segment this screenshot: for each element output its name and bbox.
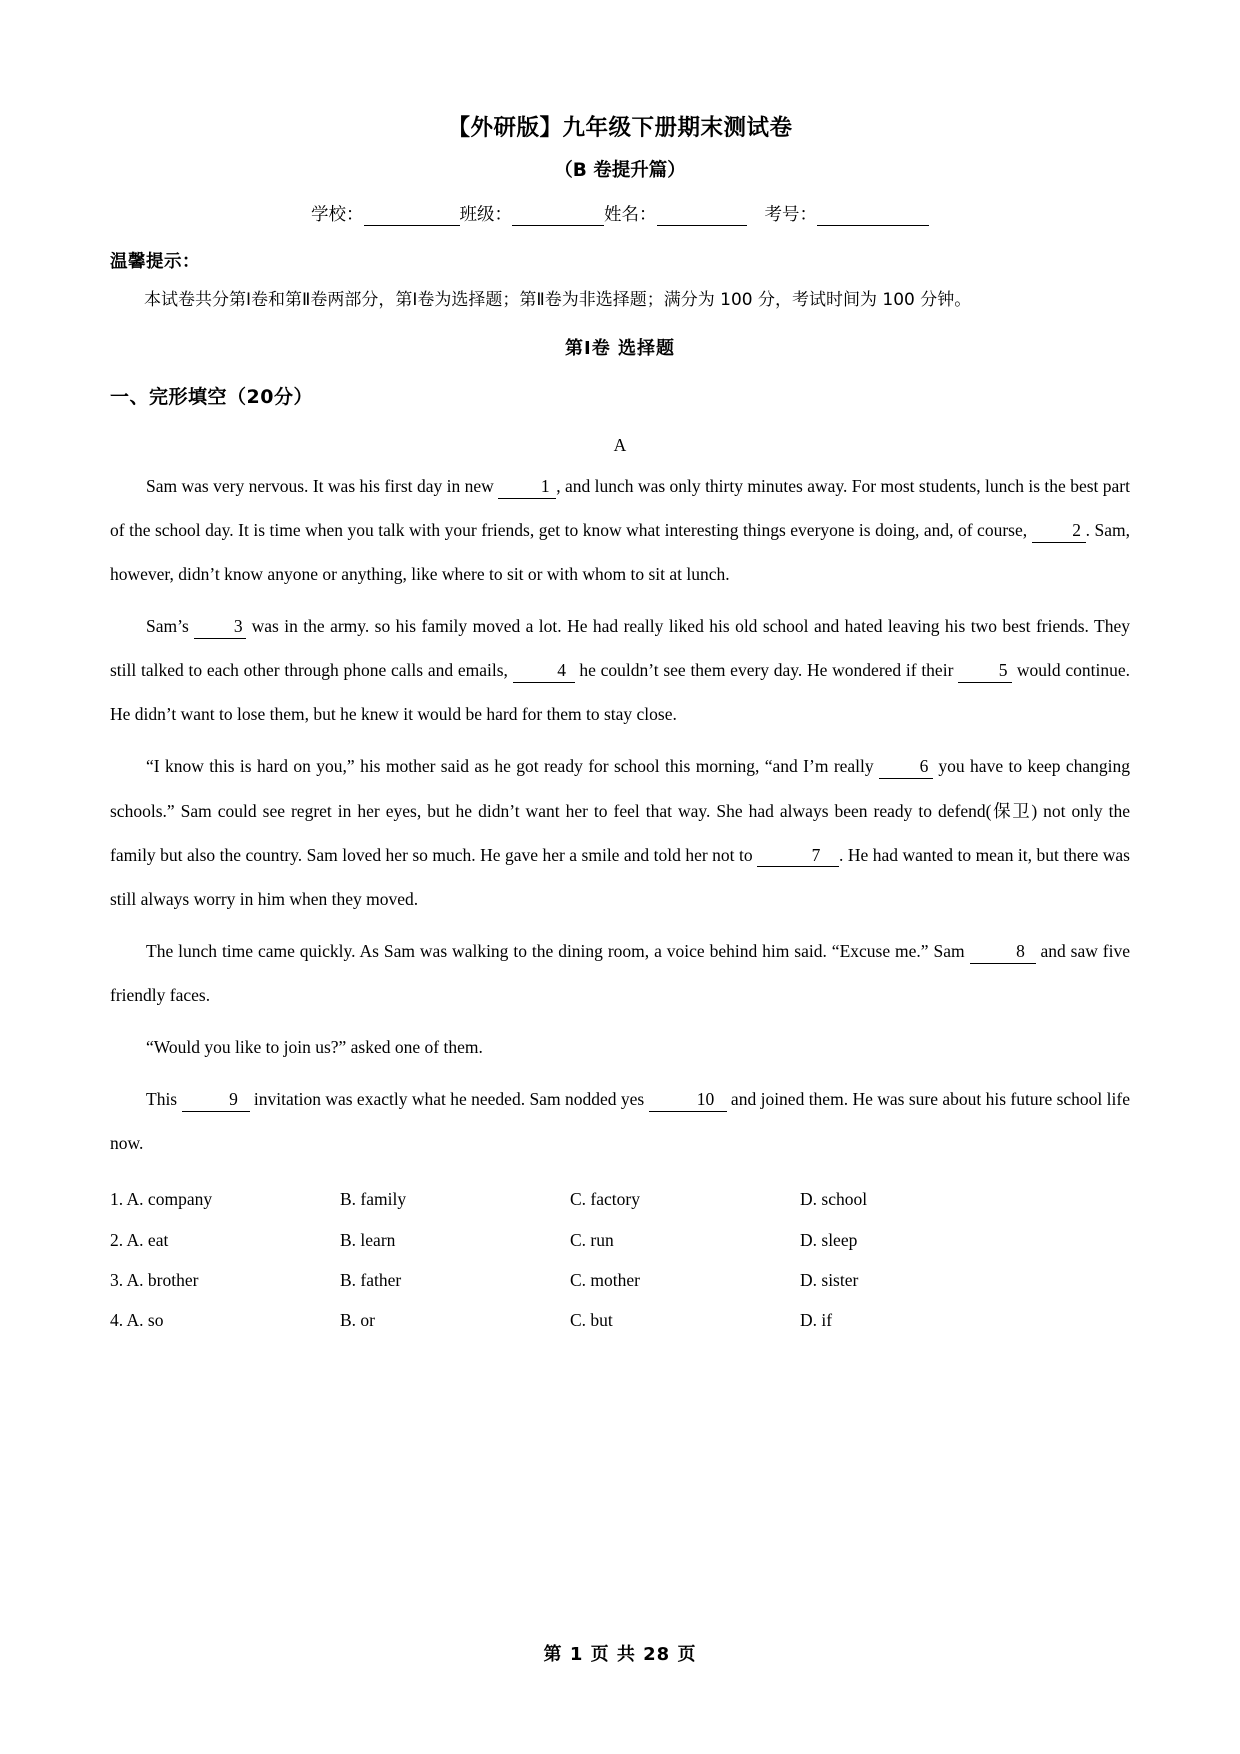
school-label: 学校： [311, 205, 364, 226]
option-choice-c[interactable]: C. but [570, 1310, 613, 1330]
school-field [311, 201, 460, 226]
question-number: 2. [110, 1229, 124, 1250]
page-subtitle: （B 卷提升篇） [554, 159, 686, 181]
p3-text-c: . He had wanted to mean it, but there was still always worry in him when they moved. [110, 844, 1130, 909]
p2-text-a: Sam’s [146, 616, 195, 637]
name-field [604, 201, 765, 226]
option-choice-a[interactable] [110, 1300, 340, 1340]
cloze-blank-10[interactable]: 10 [649, 1089, 727, 1112]
option-choice-d[interactable]: D. sleep [800, 1229, 858, 1250]
option-choice-c[interactable]: C. run [570, 1229, 614, 1250]
cloze-blank-5[interactable]: 5 [958, 660, 1012, 683]
p1-text-b: , and lunch was only thirty minutes away. For most students, lunch is the best part of the school day. It is time when you talk with your friends, get to know what interesting things everyone is doing, and, of course, [110, 475, 1130, 540]
exam-no-field [765, 201, 930, 226]
class-input-blank[interactable] [512, 208, 604, 226]
options-row [110, 1179, 1130, 1219]
passage-paragraph-6 [110, 1069, 1130, 1165]
passage-paragraph-4 [110, 921, 1130, 1017]
cloze-blank-8[interactable]: 8 [970, 941, 1036, 964]
options-list [110, 1165, 1130, 1340]
cloze-blank-9[interactable]: 9 [182, 1089, 250, 1112]
section-heading-cloze: 一、完形填空（20分） [110, 385, 313, 408]
exam-no-label: 考号： [764, 205, 817, 226]
p3-text-a: “I know this is hard on you,” his mother said as he got ready for school this morning, “and I’m really [146, 756, 880, 777]
passage-paragraph-2 [110, 596, 1130, 736]
option-choice-b[interactable]: B. or [340, 1310, 375, 1330]
passage-paragraph-3 [110, 736, 1130, 920]
p4-text-b: and saw five friendly faces. [110, 940, 1130, 1005]
passage-paragraph-1 [110, 456, 1130, 596]
name-label: 姓名： [604, 205, 657, 226]
p2-text-d: would continue. He didn’t want to lose them, but he knew it would be hard for them to stay close. [110, 660, 1131, 725]
p2-text-b: was in the army. so his family moved a lot. He had really liked his old school and hated leaving his two best friends. They still talked to each other through phone calls and emails, [110, 616, 1130, 681]
option-choice-a[interactable] [110, 1220, 340, 1260]
p3-text-b: you have to keep changing schools.” Sam could see regret in her eyes, but he didn’t want her to feel that way. She had always been ready to defend(保卫) not only the family but also the country. Sam loved her so much. He gave her a smile and told her not to [110, 756, 1131, 865]
page-title: 【外研版】九年级下册期末测试卷 [447, 115, 793, 141]
identity-fields-row [110, 185, 1130, 226]
options-row [110, 1220, 1130, 1260]
cloze-blank-4[interactable]: 4 [513, 660, 575, 683]
option-choice-a[interactable] [110, 1260, 340, 1300]
options-row [110, 1260, 1130, 1300]
page-footer: 第 1 页 共 28 页 [543, 1644, 697, 1665]
class-field [460, 201, 605, 226]
notice-body: 本试卷共分第Ⅰ卷和第Ⅱ卷两部分，第Ⅰ卷为选择题；第Ⅱ卷为非选择题；满分为 100 分，考试时间为 100 分钟。 [144, 290, 972, 311]
question-number: 1. [110, 1189, 124, 1210]
p4-text-a: The lunch time came quickly. As Sam was walking to the dining room, a voice behind him said. “Excuse me.” Sam [146, 940, 970, 961]
option-label-a: A. eat [126, 1229, 169, 1250]
cloze-blank-1[interactable]: 1 [498, 476, 556, 499]
p6-text-b: invitation was exactly what he needed. Sam nodded yes [249, 1089, 649, 1110]
exam-no-input-blank[interactable] [817, 208, 929, 226]
option-choice-c[interactable]: C. mother [570, 1269, 640, 1290]
cloze-blank-7[interactable]: 7 [757, 845, 839, 868]
cloze-blank-3[interactable]: 3 [194, 616, 246, 639]
class-label: 班级： [459, 205, 512, 226]
options-row [110, 1300, 1130, 1340]
p6-text-c: and joined them. He was sure about his future school life now. [110, 1089, 1130, 1154]
cloze-blank-6[interactable]: 6 [879, 756, 933, 779]
p1-text-c: . Sam, however, didn’t know anyone or anything, like where to sit or with whom to sit at lunch. [110, 519, 1130, 585]
option-choice-d[interactable]: D. school [800, 1189, 868, 1210]
option-label-a: A. brother [126, 1269, 199, 1290]
question-number: 4. [110, 1310, 124, 1330]
p1-text-a: Sam was very nervous. It was his first day in new [146, 475, 499, 496]
part-one-heading: 第Ⅰ卷 选择题 [565, 337, 675, 359]
passage-paragraph-5: “Would you like to join us?” asked one of them. [146, 1036, 483, 1057]
option-choice-d[interactable]: D. sister [800, 1269, 859, 1290]
option-choice-c[interactable]: C. factory [570, 1189, 640, 1210]
option-label-a: A. company [126, 1189, 213, 1210]
notice-heading: 温馨提示： [110, 252, 200, 273]
passage-label-a: A [613, 434, 627, 455]
option-choice-b[interactable]: B. father [340, 1269, 402, 1290]
p2-text-c: he couldn’t see them every day. He wondered if their [574, 660, 959, 681]
name-input-blank[interactable] [657, 208, 747, 226]
p6-text-a: This [146, 1089, 182, 1110]
question-number: 3. [110, 1269, 124, 1290]
option-choice-a[interactable] [110, 1179, 340, 1219]
option-choice-d[interactable]: D. if [800, 1310, 833, 1330]
option-choice-b[interactable]: B. learn [340, 1229, 396, 1250]
cloze-blank-2[interactable]: 2 [1032, 520, 1086, 543]
option-label-a: A. so [126, 1310, 164, 1330]
school-input-blank[interactable] [364, 208, 460, 226]
option-choice-b[interactable]: B. family [340, 1189, 407, 1210]
